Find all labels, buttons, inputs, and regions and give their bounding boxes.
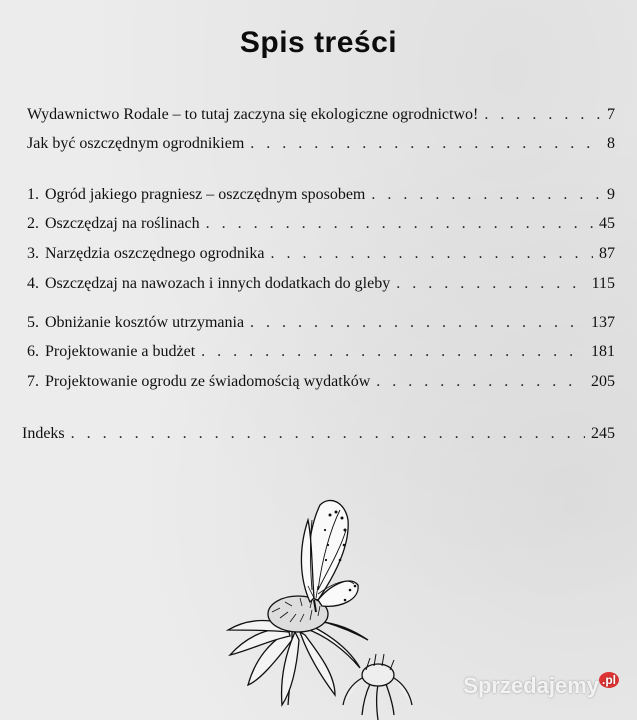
chapter-number: 1.: [27, 186, 39, 203]
toc-index-entry: [22, 425, 615, 447]
leader-dots: [484, 106, 601, 124]
leader-dots: [250, 135, 601, 153]
chapter-page: 9: [607, 186, 615, 203]
index-page: 245: [591, 425, 615, 442]
chapter-number: 7.: [27, 373, 39, 390]
chapter-page: 137: [591, 314, 615, 331]
index-label: Indeks: [22, 425, 65, 442]
toc-chapter: [27, 343, 615, 365]
chapter-page: 181: [591, 343, 615, 360]
toc-entry: [27, 135, 615, 157]
chapter-page: 87: [599, 245, 615, 262]
chapter-number: 2.: [27, 215, 39, 232]
toc-entry: [27, 106, 615, 128]
page-title: Spis treści: [239, 26, 398, 59]
toc-chapter: [27, 314, 615, 336]
chapter-title: Oszczędzaj na roślinach: [45, 215, 200, 232]
leader-dots: [396, 275, 585, 293]
chapter-title: Projektowanie ogrodu ze świadomością wydatków: [45, 373, 371, 390]
chapter-page: 205: [591, 373, 615, 390]
toc-entry-page: 7: [607, 106, 615, 123]
leader-dots: [376, 373, 585, 391]
watermark-text: Sprzedajemy: [463, 673, 599, 698]
chapter-number: 6.: [27, 343, 39, 360]
leader-dots: [201, 343, 585, 361]
chapter-title: Ogród jakiego pragniesz – oszczędnym sposobem: [45, 186, 366, 203]
chapter-title: Obniżanie kosztów utrzymania: [45, 314, 245, 331]
chapter-number: 3.: [27, 245, 39, 262]
chapter-page: 45: [599, 215, 615, 232]
toc-chapter: [27, 245, 615, 267]
chapter-title: Oszczędzaj na nawozach i innych dodatkach do gleby: [45, 275, 391, 292]
toc-entry-label: Wydawnictwo Rodale – to tutaj zaczyna się ekologiczne ogrodnictwo!: [27, 106, 479, 123]
chapter-number: 5.: [27, 314, 39, 331]
leader-dots: [71, 425, 585, 443]
chapter-page: 115: [591, 275, 615, 292]
leader-dots: [206, 215, 593, 233]
watermark-logo: [463, 673, 619, 699]
toc-entry-page: 8: [607, 135, 615, 152]
leader-dots: [371, 186, 601, 204]
toc-chapter: [27, 186, 615, 208]
chapter-title: Narzędzia oszczędnego ogrodnika: [45, 245, 265, 262]
chapter-number: 4.: [27, 275, 39, 292]
toc-chapter: [27, 373, 615, 395]
leader-dots: [250, 314, 585, 332]
butterfly-on-coneflower-icon: [200, 490, 440, 720]
toc-entry-label: Jak być oszczędnym ogrodnikiem: [27, 135, 245, 152]
watermark-suffix: .pl: [599, 672, 619, 688]
toc-chapter: [27, 275, 615, 297]
leader-dots: [270, 245, 593, 263]
chapter-title: Projektowanie a budżet: [45, 343, 196, 360]
toc-chapter: [27, 215, 615, 237]
